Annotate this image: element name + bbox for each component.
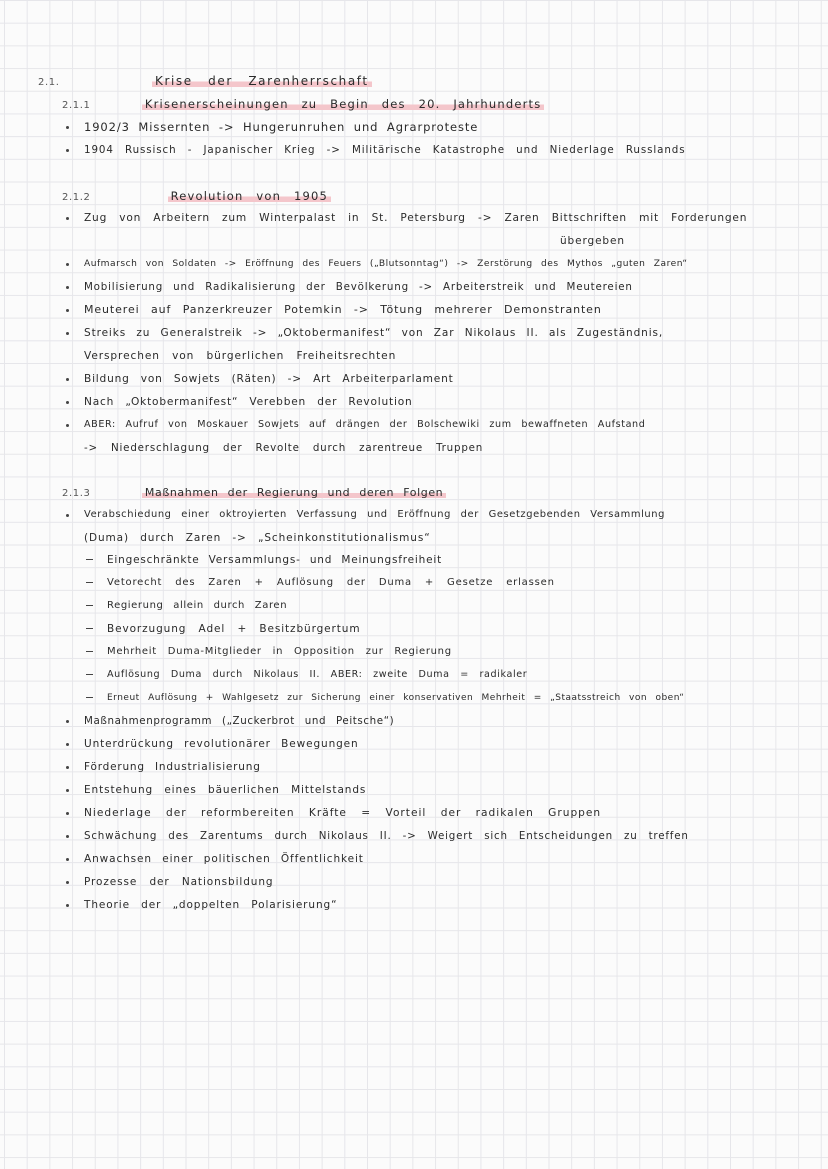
dash — [86, 697, 93, 698]
section-3-number: 2.1.3 — [62, 488, 91, 499]
bullet — [66, 514, 69, 517]
bullet — [66, 424, 69, 427]
list-item: Mobilisierung und Radikalisierung der Bevölkerung -> Arbeiterstreik und Meutereien — [84, 281, 633, 293]
list-item: Verabschiedung einer oktroyierten Verfassung und Eröffnung der Gesetzgebenden Versammlung — [84, 509, 665, 520]
list-item: 1902/3 Missernten -> Hungerunruhen und Agrarproteste — [84, 120, 479, 134]
main-heading-title: Krise der Zarenherrschaft — [152, 74, 372, 88]
bullet — [66, 766, 69, 769]
list-item: Nach „Oktobermanifest“ Verebben der Revolution — [84, 396, 413, 408]
sub-item: Regierung allein durch Zaren — [107, 600, 288, 611]
section-2-title: Revolution von 1905 — [168, 189, 331, 203]
bullet — [66, 309, 69, 312]
sub-item: Vetorecht des Zaren + Auflösung der Duma + Gesetze erlassen — [107, 577, 555, 588]
bullet — [66, 263, 69, 266]
section-1-number: 2.1.1 — [62, 100, 91, 111]
list-item: Meuterei auf Panzerkreuzer Potemkin -> Tötung mehrerer Demonstranten — [84, 303, 602, 316]
dash — [86, 582, 93, 583]
list-item: Bildung von Sowjets (Räten) -> Art Arbeiterparlament — [84, 373, 454, 385]
section-2-number: 2.1.2 — [62, 192, 91, 203]
sub-item: Erneut Auflösung + Wahlgesetz zur Sicherung einer konservativen Mehrheit = „Staatsstreich von oben“ — [107, 693, 685, 703]
list-item-continuation: übergeben — [560, 235, 625, 247]
list-item: Maßnahmenprogramm („Zuckerbrot und Peitsche“) — [84, 715, 395, 727]
list-item: Niederlage der reformbereiten Kräfte = Vorteil der radikalen Gruppen — [84, 807, 602, 819]
sub-item: Bevorzugung Adel + Besitzbürgertum — [107, 623, 361, 635]
list-item: Prozesse der Nationsbildung — [84, 876, 274, 888]
bullet — [66, 858, 69, 861]
bullet — [66, 720, 69, 723]
list-item: ABER: Aufruf von Moskauer Sowjets auf drängen der Bolschewiki zum bewaffneten Aufstand — [84, 419, 646, 430]
bullet — [66, 835, 69, 838]
bullet — [66, 401, 69, 404]
list-item: Anwachsen einer politischen Öffentlichkeit — [84, 853, 364, 865]
list-item-continuation: (Duma) durch Zaren -> „Scheinkonstitutionalismus“ — [84, 532, 431, 544]
section-2-heading — [62, 189, 331, 205]
dash — [86, 674, 93, 675]
section-3-title: Maßnahmen der Regierung und deren Folgen — [142, 486, 446, 499]
section-3-heading — [62, 485, 446, 501]
list-item: Streiks zu Generalstreik -> „Oktobermanifest“ von Zar Nikolaus II. als Zugeständnis, — [84, 327, 664, 339]
bullet — [66, 149, 69, 152]
bullet — [66, 881, 69, 884]
sub-item: Auflösung Duma durch Nikolaus II. ABER: zweite Duma = radikaler — [107, 669, 528, 680]
list-item: Aufmarsch von Soldaten -> Eröffnung des Feuers („Blutsonntag“) -> Zerstörung des Mythos „guten Zaren“ — [84, 259, 688, 269]
section-1-heading — [62, 97, 544, 113]
list-item: Entstehung eines bäuerlichen Mittelstands — [84, 784, 367, 796]
list-item: Schwächung des Zarentums durch Nikolaus II. -> Weigert sich Entscheidungen zu treffen — [84, 830, 689, 842]
main-heading-number: 2.1. — [38, 77, 60, 88]
bullet — [66, 126, 69, 129]
list-item: 1904 Russisch - Japanischer Krieg -> Militärische Katastrophe und Niederlage Russlands — [84, 144, 686, 156]
dash — [86, 628, 93, 629]
list-item: Zug von Arbeitern zum Winterpalast in St. Petersburg -> Zaren Bittschriften mit Forderungen — [84, 212, 748, 224]
bullet — [66, 904, 69, 907]
bullet — [66, 378, 69, 381]
list-item: Unterdrückung revolutionärer Bewegungen — [84, 738, 359, 750]
section-1-title: Krisenerscheinungen zu Begin des 20. Jahrhunderts — [142, 97, 545, 111]
sub-item: Mehrheit Duma-Mitglieder in Opposition zur Regierung — [107, 646, 452, 657]
bullet — [66, 812, 69, 815]
list-item-continuation: Versprechen von bürgerlichen Freiheitsrechten — [84, 350, 397, 362]
dash — [86, 559, 93, 560]
bullet — [66, 286, 69, 289]
dash — [86, 605, 93, 606]
sub-item: Eingeschränkte Versammlungs- und Meinungsfreiheit — [107, 554, 442, 566]
bullet — [66, 332, 69, 335]
list-item: Förderung Industrialisierung — [84, 761, 261, 773]
bullet — [66, 217, 69, 220]
list-item-continuation: -> Niederschlagung der Revolte durch zarentreue Truppen — [84, 442, 484, 454]
main-heading — [38, 74, 372, 90]
bullet — [66, 743, 69, 746]
dash — [86, 651, 93, 652]
bullet — [66, 789, 69, 792]
list-item: Theorie der „doppelten Polarisierung“ — [84, 899, 338, 911]
